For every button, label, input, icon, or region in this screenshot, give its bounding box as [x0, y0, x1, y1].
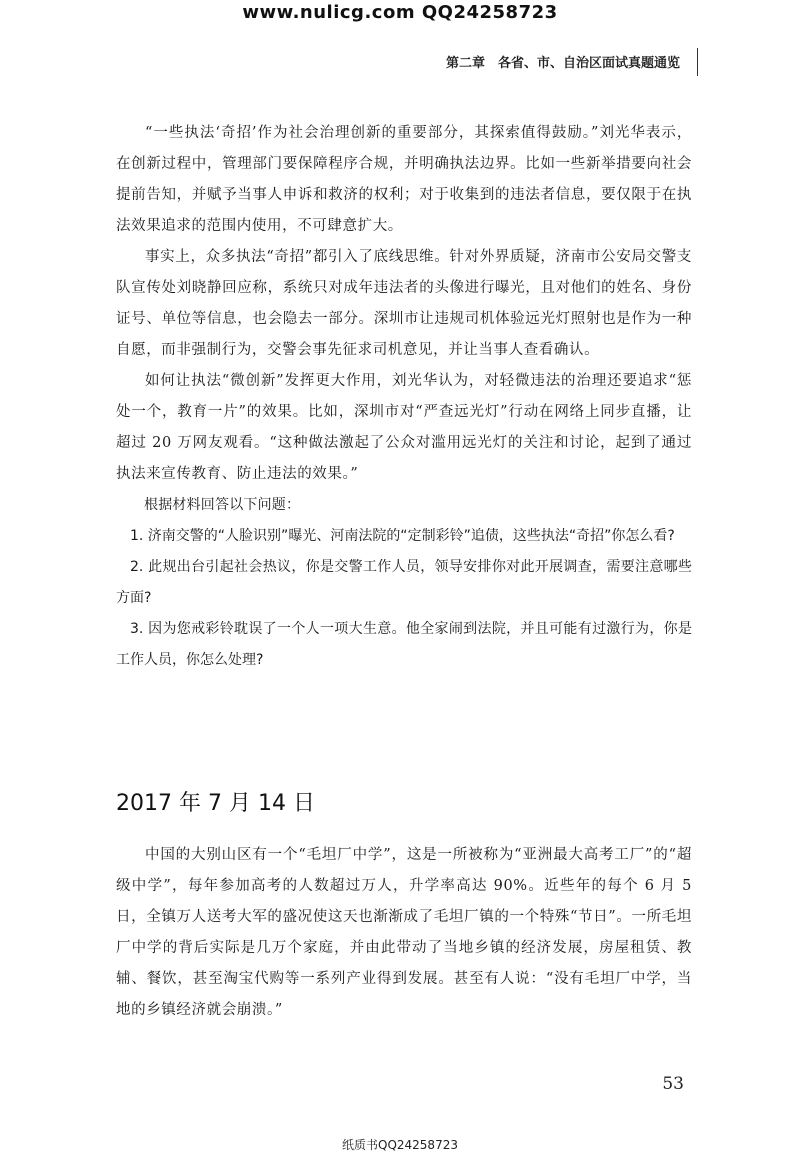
section-2-body — [116, 840, 692, 1026]
material-paragraph-2: 事实上，众多执法“奇招”都引入了底线思维。针对外界质疑，济南市公安局交警支队宣传处刘晓静回应称，系统只对成年违法者的头像进行曝光，且对他们的姓名、身份证号、单位等信息，也会隐去一部分。深圳市让违规司机体验远光灯照射也是作为一种自愿，而非强制行为，交警会事先征求司机意见，并让当事人查看确认。 — [116, 249, 692, 358]
section-2-paragraph: 中国的大别山区有一个“毛坦厂中学”，这是一所被称为“亚洲最大高考工厂”的“超级中学”，每年参加高考的人数超过万人，升学率高达 90%。近些年的每个 6 月 5 日，全镇万人送考大军的盛况使这天也渐渐成了毛坦厂镇的一个特殊“节日”。一所毛坦厂中学的背后实际是几万个家庭，并由此带动了当地乡镇的经济发展，房屋租赁、教辅、餐饮，甚至淘宝代购等一系列产业得到发展。甚至有人说：“没有毛坦厂中学，当地的乡镇经济就会崩溃。” — [116, 847, 692, 1018]
material-paragraph-1: “一些执法‘奇招’作为社会治理创新的重要部分，其探索值得鼓励。”刘光华表示，在创新过程中，管理部门要保障程序合规，并明确执法边界。比如一些新举措要向社会提前告知，并赋予当事人申诉和救济的权利；对于收集到的违法者信息，要仅限于在执法效果追求的范围内使用，不可肆意扩大。 — [116, 125, 692, 234]
header-divider — [697, 48, 698, 76]
question-3: 3. 因为您戒彩铃耽误了一个人一项大生意。他全家闹到法院，并且可能有过激行为，你是工作人员，你怎么处理? — [116, 621, 692, 668]
material-paragraph-3: 如何让执法“微创新”发挥更大作用，刘光华认为，对轻微违法的治理还要追求“惩处一个，教育一片”的效果。比如，深圳市对“严查远光灯”行动在网络上同步直播，让超过 20 万网友观看。“这种做法激起了公众对滥用远光灯的关注和讨论，起到了通过执法来宣传教育、防止违法的效果。” — [116, 373, 692, 482]
section-date-heading: 2017 年 7 月 14 日 — [116, 791, 315, 816]
chapter-header: 第二章 各省、市、自治区面试真题通览 — [445, 56, 680, 71]
top-watermark: www.nulicg.com QQ24258723 — [242, 2, 558, 23]
page-number: 53 — [662, 1074, 684, 1094]
question-prompt: 根据材料回答以下问题： — [144, 497, 301, 513]
question-2: 2. 此规出台引起社会热议，你是交警工作人员，领导安排你对此开展调查，需要注意哪些方面? — [116, 559, 692, 606]
question-1: 1. 济南交警的“人脸识别”曝光、河南法院的“定制彩铃”追债，这些执法“奇招”你怎么看? — [130, 528, 675, 544]
footer-watermark: 纸质书QQ24258723 — [342, 1138, 458, 1152]
material-body — [116, 118, 692, 676]
